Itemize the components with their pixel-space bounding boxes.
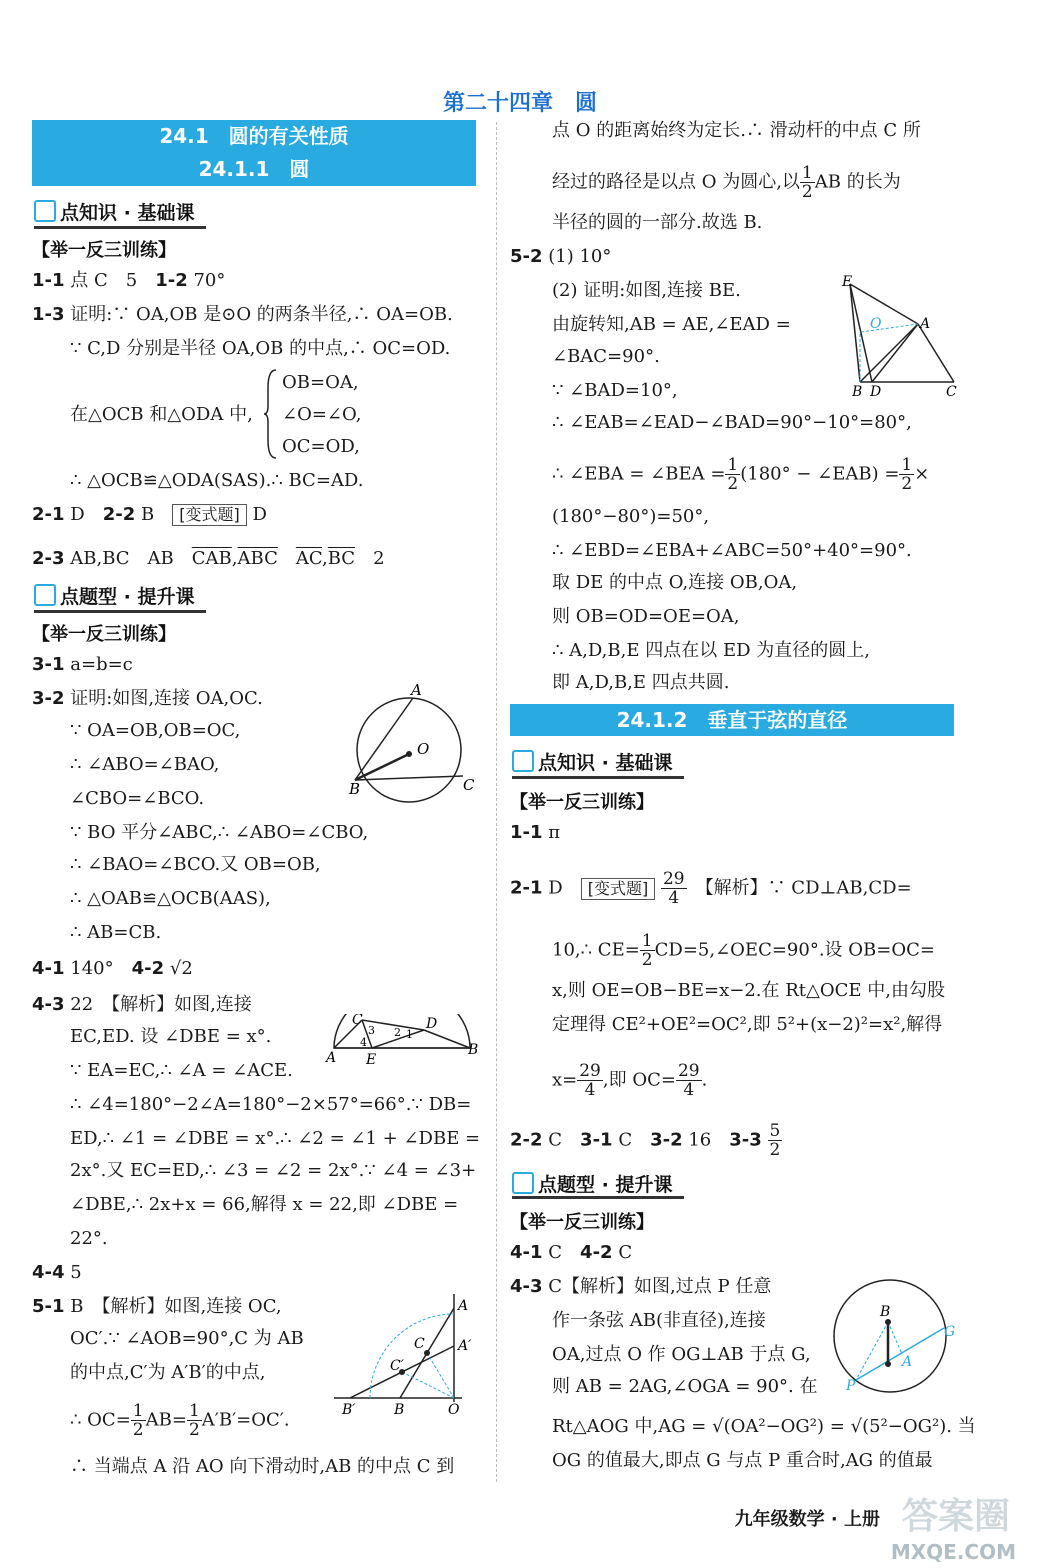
text-line: 22°. [70, 1228, 108, 1249]
category-knowledge: 点知识 · 基础课 [60, 202, 195, 224]
heading-underline [512, 776, 684, 779]
text-line: ∴ ∠ABO=∠BAO, [70, 754, 220, 775]
answer-2-1: 2-1 D [变式题] $\frac{29}{4}$ 【解析】∵ CD⊥AB,CD= [510, 869, 912, 908]
answer-4-3: 4-3 22 【解析】如图,连接 [32, 994, 252, 1015]
svg-text:G: G [944, 1324, 956, 1340]
text-line: 作一条弦 AB(非直径),连接 [552, 1310, 766, 1331]
svg-text:B: B [880, 1304, 891, 1320]
svg-text:C: C [946, 384, 957, 400]
text-line: OC′.∵ ∠AOB=90°,C 为 AB [70, 1328, 304, 1349]
text-line: EC,ED. 设 ∠DBE = x°. [70, 1026, 272, 1047]
text-line: ∵ EA=EC,∴ ∠A = ∠ACE. [70, 1060, 293, 1081]
clipboard-icon [34, 584, 56, 606]
chapter-title: 第二十四章 圆 [442, 91, 597, 116]
brace [264, 368, 278, 460]
category-type: 点题型 · 提升课 [60, 586, 195, 608]
answer-1-1: 1-1 点 C 5 1-2 70° [32, 270, 226, 291]
text-line: 半径的圆的一部分.故选 B. [552, 212, 763, 233]
text-line: 则 OB=OD=OE=OA, [552, 606, 740, 627]
figure-circle-4-3 [826, 1272, 966, 1402]
book-icon [512, 750, 534, 772]
practice-label: 【举一反三训练】 [510, 1212, 654, 1233]
answer-2-3: 2-3 AB,BC AB $\overline{CAB},\overline{ABC}$ $\overline{AC},\overline{BC}$ 2 [32, 548, 385, 569]
brace-line: OC=OD, [282, 436, 360, 457]
svg-text:C′: C′ [390, 1358, 404, 1374]
text-line: Rt△AOG 中,AG = √(OA²−OG²) = √(5²−OG²). 当 [552, 1416, 976, 1437]
svg-text:O: O [448, 1402, 460, 1418]
text-line: ∵ C,D 分别是半径 OA,OB 的中点,∴ OC=OD. [70, 338, 451, 359]
text-line-fraction: 10,∴ CE= $\frac{1}{2}$ CD=5,∠OEC=90°.设 OB=OC= [552, 931, 935, 970]
svg-text:D: D [426, 1016, 438, 1032]
svg-text:B: B [394, 1402, 405, 1418]
answer-4-1: 4-1 C 4-2 C [510, 1242, 633, 1263]
text-line: OG 的值最大,即点 G 与点 P 重合时,AG 的值最 [552, 1450, 933, 1471]
text-line: ∴ A,D,B,E 四点在以 ED 为直径的圆上, [552, 640, 870, 661]
text-line-fraction: 经过的路径是以点 O 为圆心,以 $\frac{1}{2}$ AB 的长为 [552, 163, 901, 202]
svg-text:E: E [842, 274, 853, 290]
section-title-24-1-2: 24.1.2 垂直于弦的直径 [510, 704, 954, 736]
text-line: ∴ △OCB≌△ODA(SAS).∴ BC=AD. [70, 470, 364, 491]
text-line: ∠CBO=∠BCO. [70, 788, 205, 809]
text-line: 的中点,C′为 A′B′的中点, [70, 1362, 266, 1383]
answer-2-2: 2-2 C 3-1 C 3-2 16 3-3 $\frac{5}{2}$ [510, 1121, 781, 1160]
column-divider [496, 122, 497, 1482]
text-line: (2) 证明:如图,连接 BE. [552, 280, 741, 301]
svg-text:3: 3 [368, 1024, 375, 1037]
svg-text:C: C [352, 1014, 363, 1028]
answer-4-3: 4-3 C【解析】如图,过点 P 任意 [510, 1276, 772, 1297]
clipboard-icon [512, 1172, 534, 1194]
answer-4-4: 4-4 5 [32, 1262, 82, 1283]
figure-sliding-rod-5-1 [330, 1290, 490, 1424]
svg-text:4: 4 [360, 1036, 367, 1049]
figure-semicircle-4-3 [322, 1014, 482, 1080]
brace-line: OB=OA, [282, 372, 359, 393]
section-title-24-1: 24.1 圆的有关性质 [32, 120, 476, 152]
svg-text:O: O [870, 316, 882, 332]
heading-underline [34, 610, 206, 613]
text-line: 则 AB = 2AG,∠OGA = 90°. 在 [552, 1376, 818, 1397]
text-line: ∠BAC=90°. [552, 346, 660, 367]
category-type: 点题型 · 提升课 [538, 1174, 673, 1196]
svg-text:A: A [326, 1050, 337, 1066]
figure-circle-3-2 [345, 680, 495, 806]
svg-text:1: 1 [406, 1028, 413, 1041]
text-line: ∵ BO 平分∠ABC,∴ ∠ABO=∠CBO, [70, 822, 369, 843]
text-line-fraction: ∴ ∠EBA = ∠BEA = $\frac{1}{2}$ (180° − ∠EAB) = $\frac{1}{2}$ × [552, 455, 930, 494]
book-icon [34, 200, 56, 222]
text-line: 在△OCB 和△ODA 中, [70, 404, 253, 425]
text-line: (180°−80°)=50°, [552, 506, 710, 527]
section-subtitle-24-1-1: 24.1.1 圆 [32, 152, 476, 186]
answer-3-1: 3-1 a=b=c [32, 654, 133, 675]
practice-label: 【举一反三训练】 [32, 624, 176, 645]
svg-text:D: D [870, 384, 882, 400]
answer-3-2: 3-2 证明:如图,连接 OA,OC. [32, 688, 263, 709]
figure-rotation-5-2 [838, 272, 968, 402]
watermark-logo: 答案圈 [901, 1496, 1010, 1537]
svg-text:B: B [852, 384, 863, 400]
text-line: ∴ AB=CB. [70, 922, 162, 943]
text-line: ∴ 当端点 A 沿 AO 向下滑动时,AB 的中点 C 到 [70, 1456, 455, 1477]
answer-5-2: 5-2 (1) 10° [510, 246, 612, 267]
svg-text:B: B [468, 1042, 479, 1058]
text-line-fraction: ∴ OC= $\frac{1}{2}$ AB= $\frac{1}{2}$ A′B′=OC′. [70, 1401, 290, 1440]
svg-text:A: A [920, 316, 931, 332]
category-knowledge: 点知识 · 基础课 [538, 752, 673, 774]
text-line-fraction: x= $\frac{29}{4}$ ,即 OC= $\frac{29}{4}$ . [552, 1061, 708, 1100]
text-line: 点 O 的距离始终为定长.∴ 滑动杆的中点 C 所 [552, 120, 921, 141]
text-line: OA,过点 O 作 OG⊥AB 于点 G, [552, 1344, 811, 1365]
answer-4-1: 4-1 140° 4-2 √2 [32, 958, 193, 979]
text-line: ∴ ∠4=180°−2∠A=180°−2×57°=66°.∵ DB= [70, 1094, 472, 1115]
svg-text:2: 2 [394, 1026, 401, 1039]
text-line: 由旋转知,AB = AE,∠EAD = [552, 314, 791, 335]
svg-text:P: P [846, 1378, 856, 1394]
text-line: 定理得 CE²+OE²=OC²,即 5²+(x−2)²=x²,解得 [552, 1014, 943, 1035]
svg-text:C: C [414, 1336, 425, 1352]
text-line: ∴ ∠BAO=∠BCO.又 OB=OB, [70, 854, 321, 875]
svg-text:B: B [349, 780, 361, 798]
answer-2-1: 2-1 D 2-2 B [变式题] D [32, 504, 267, 525]
svg-text:B′: B′ [342, 1402, 356, 1418]
text-line: ∠DBE,∴ 2x+x = 66,解得 x = 22,即 ∠DBE = [70, 1194, 459, 1215]
svg-text:A: A [902, 1354, 913, 1370]
text-line: ∵ OA=OB,OB=OC, [70, 720, 241, 741]
text-line: 取 DE 的中点 O,连接 OB,OA, [552, 572, 798, 593]
heading-underline [34, 226, 206, 229]
svg-text:A: A [411, 681, 422, 699]
page-footer: 九年级数学 · 上册 [734, 1509, 880, 1530]
answer-5-1: 5-1 B 【解析】如图,连接 OC, [32, 1296, 282, 1317]
text-line: ∴ ∠EBD=∠EBA+∠ABC=50°+40°=90°. [552, 540, 912, 561]
text-line: x,则 OE=OB−BE=x−2.在 Rt△OCE 中,由勾股 [552, 980, 945, 1001]
answer-1-1: 1-1 π [510, 822, 561, 843]
text-line: ∵ ∠BAD=10°, [552, 380, 678, 401]
svg-text:A′: A′ [458, 1338, 472, 1354]
text-line: ED,∴ ∠1 = ∠DBE = x°.∴ ∠2 = ∠1 + ∠DBE = [70, 1128, 481, 1149]
text-line: ∴ ∠EAB=∠EAD−∠BAD=90°−10°=80°, [552, 412, 912, 433]
text-line: 即 A,D,B,E 四点共圆. [552, 672, 730, 693]
svg-text:A: A [458, 1298, 469, 1314]
practice-label: 【举一反三训练】 [32, 240, 176, 261]
text-line: 2x°.又 EC=ED,∴ ∠3 = ∠2 = 2x°.∵ ∠4 = ∠3+ [70, 1160, 477, 1181]
brace-line: ∠O=∠O, [282, 404, 362, 425]
heading-underline [512, 1196, 684, 1199]
watermark-url: MXQE.COM [890, 1540, 1016, 1564]
svg-text:O: O [417, 740, 430, 758]
answer-1-3: 1-3 证明:∵ OA,OB 是⊙O 的两条半径,∴ OA=OB. [32, 304, 453, 325]
practice-label: 【举一反三训练】 [510, 792, 654, 813]
svg-text:C: C [463, 776, 475, 794]
svg-text:E: E [366, 1052, 377, 1068]
text-line: ∴ △OAB≌△OCB(AAS), [70, 888, 271, 909]
